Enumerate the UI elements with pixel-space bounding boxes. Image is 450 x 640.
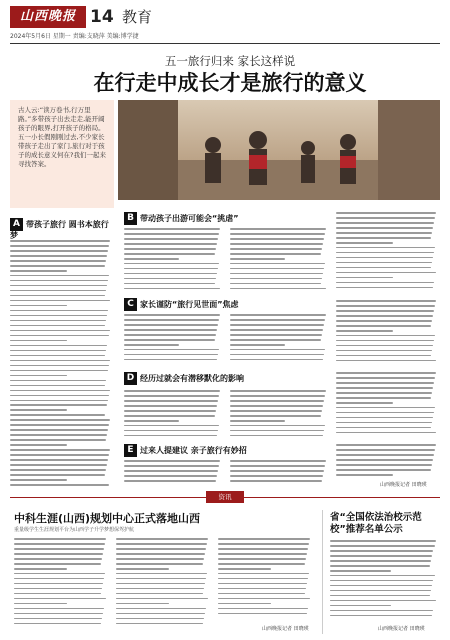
text-line bbox=[230, 460, 326, 462]
text-line bbox=[14, 583, 103, 585]
text-line bbox=[218, 598, 310, 600]
text-line bbox=[124, 228, 220, 230]
text-line bbox=[230, 339, 321, 341]
text-line bbox=[336, 282, 434, 284]
text-line bbox=[218, 543, 309, 545]
text-line bbox=[124, 349, 219, 351]
text-line bbox=[230, 425, 325, 427]
text-line bbox=[330, 615, 432, 617]
text-line bbox=[218, 583, 307, 585]
text-line bbox=[14, 573, 105, 575]
text-line bbox=[10, 355, 105, 357]
section-b-heading bbox=[124, 212, 324, 225]
text-line bbox=[218, 563, 305, 565]
page-number: 14 bbox=[90, 7, 114, 27]
section-c-body-1 bbox=[124, 314, 224, 368]
text-line bbox=[10, 419, 110, 421]
text-line bbox=[124, 425, 219, 427]
text-line bbox=[218, 603, 271, 605]
text-line bbox=[230, 248, 322, 250]
text-line bbox=[124, 288, 220, 290]
text-line bbox=[14, 563, 101, 565]
text-line bbox=[230, 273, 323, 275]
text-line bbox=[336, 392, 432, 394]
text-line bbox=[336, 252, 434, 254]
text-line bbox=[230, 283, 321, 285]
text-line bbox=[116, 558, 204, 560]
text-line bbox=[336, 227, 433, 229]
text-line bbox=[124, 273, 217, 275]
text-line bbox=[14, 588, 102, 590]
text-line bbox=[336, 459, 433, 461]
text-line bbox=[10, 414, 105, 416]
text-line bbox=[116, 593, 203, 595]
text-line bbox=[330, 600, 436, 602]
feature-photo bbox=[118, 100, 440, 200]
text-line bbox=[116, 538, 208, 540]
text-line bbox=[218, 588, 306, 590]
text-line bbox=[330, 545, 435, 547]
text-line bbox=[116, 608, 206, 610]
text-line bbox=[124, 480, 216, 482]
section-b-letter: B bbox=[124, 212, 137, 225]
text-line bbox=[10, 459, 108, 461]
text-line bbox=[10, 305, 67, 307]
text-line bbox=[230, 480, 322, 482]
text-line bbox=[124, 460, 220, 462]
section-c-body-2 bbox=[230, 314, 330, 368]
text-line bbox=[336, 449, 435, 451]
text-line bbox=[14, 608, 104, 610]
text-line bbox=[10, 484, 109, 486]
text-line bbox=[336, 397, 431, 399]
text-line bbox=[10, 434, 107, 436]
text-line bbox=[336, 387, 433, 389]
text-line bbox=[10, 385, 105, 387]
text-line bbox=[124, 420, 179, 422]
text-line bbox=[10, 454, 109, 456]
text-line bbox=[124, 435, 217, 437]
text-line bbox=[336, 325, 431, 327]
text-line bbox=[116, 598, 208, 600]
text-line bbox=[10, 280, 108, 282]
text-line bbox=[218, 553, 307, 555]
text-line bbox=[336, 237, 431, 239]
text-line bbox=[336, 315, 433, 317]
text-line bbox=[230, 465, 325, 467]
section-e-title: 过来人提建议 亲子旅行有妙招 bbox=[140, 446, 247, 455]
text-line bbox=[230, 263, 325, 265]
section-d-body-3 bbox=[336, 372, 440, 440]
text-line bbox=[336, 277, 393, 279]
section-b-body-2 bbox=[230, 228, 330, 296]
text-line bbox=[230, 420, 285, 422]
text-line bbox=[336, 464, 432, 466]
text-line bbox=[218, 558, 306, 560]
text-line bbox=[14, 558, 102, 560]
text-line bbox=[124, 263, 219, 265]
text-line bbox=[10, 449, 110, 451]
text-line bbox=[336, 272, 436, 274]
section-c-body-3 bbox=[336, 300, 440, 368]
text-line bbox=[330, 565, 430, 567]
text-line bbox=[10, 390, 110, 392]
text-line bbox=[230, 268, 324, 270]
text-line bbox=[230, 470, 324, 472]
text-line bbox=[10, 474, 105, 476]
text-line bbox=[336, 335, 435, 337]
text-line bbox=[10, 479, 67, 481]
bottom-left-subheading: 重量级学生生涯规划平台为山西学子升学梦想保驾护航 bbox=[14, 527, 135, 533]
text-line bbox=[230, 405, 323, 407]
section-e-heading bbox=[124, 444, 324, 457]
text-line bbox=[330, 605, 391, 607]
text-line bbox=[10, 250, 108, 252]
bottom-left-body-2 bbox=[116, 538, 212, 630]
section-c-title: 家长谨防“旅行见世面”焦虑 bbox=[140, 300, 239, 309]
text-line bbox=[14, 613, 103, 615]
text-line bbox=[230, 288, 326, 290]
section-d-title: 经历过就会有潜移默化的影响 bbox=[140, 374, 244, 383]
text-line bbox=[116, 563, 203, 565]
text-line bbox=[14, 598, 106, 600]
section-d-heading bbox=[124, 372, 324, 385]
text-line bbox=[116, 618, 204, 620]
text-line bbox=[230, 390, 326, 392]
text-line bbox=[230, 359, 323, 361]
text-line bbox=[230, 228, 326, 230]
text-line bbox=[124, 390, 220, 392]
text-line bbox=[116, 623, 203, 625]
feature-byline: 山西晚报记者 田晓瑛 bbox=[380, 482, 427, 488]
text-line bbox=[124, 395, 219, 397]
text-line bbox=[230, 243, 323, 245]
text-line bbox=[218, 613, 307, 615]
text-line bbox=[116, 583, 205, 585]
text-line bbox=[10, 424, 109, 426]
text-line bbox=[124, 430, 218, 432]
section-d-body-1 bbox=[124, 390, 224, 440]
text-line bbox=[116, 568, 169, 570]
text-line bbox=[336, 372, 436, 374]
text-line bbox=[124, 233, 219, 235]
text-line bbox=[10, 395, 109, 397]
text-line bbox=[230, 415, 321, 417]
text-line bbox=[336, 345, 433, 347]
text-line bbox=[336, 267, 431, 269]
text-line bbox=[218, 568, 271, 570]
text-line bbox=[336, 330, 393, 332]
text-line bbox=[10, 330, 110, 332]
section-d-letter: D bbox=[124, 372, 137, 385]
bottom-right-byline: 山西晚报记者 田晓瑛 bbox=[378, 626, 425, 632]
text-line bbox=[336, 444, 436, 446]
text-line bbox=[10, 370, 108, 372]
text-line bbox=[124, 334, 216, 336]
intro-text: 古人云:“读万卷书,行万里路。”多带孩子出去走走,能开阔孩子的眼界,打开孩子的格局。五一小长假刚刚过去,不少家长带孩子走出了家门,旅行对于孩子的成长意义何在?我们一起来寻找答案。 bbox=[18, 106, 106, 168]
bottom-right-headline: 省“全国依法治校示范校”推荐名单公示 bbox=[330, 512, 422, 535]
text-line bbox=[218, 608, 308, 610]
text-line bbox=[336, 212, 436, 214]
text-line bbox=[330, 570, 391, 572]
text-line bbox=[330, 540, 436, 542]
text-line bbox=[124, 339, 215, 341]
text-line bbox=[10, 255, 107, 257]
text-line bbox=[218, 593, 305, 595]
text-line bbox=[10, 265, 105, 267]
text-line bbox=[14, 553, 103, 555]
text-line bbox=[230, 395, 325, 397]
section-a-title: 带孩子旅行 圆书本旅行梦 bbox=[10, 220, 109, 240]
masthead bbox=[10, 6, 440, 30]
text-line bbox=[116, 553, 205, 555]
text-line bbox=[336, 340, 434, 342]
text-line bbox=[336, 377, 435, 379]
section-d-body-2 bbox=[230, 390, 330, 440]
text-line bbox=[10, 464, 107, 466]
text-line bbox=[330, 560, 431, 562]
text-line bbox=[10, 444, 67, 446]
text-line bbox=[14, 578, 104, 580]
section-b-title: 带动孩子出游可能会“挑虐” bbox=[140, 214, 239, 223]
text-line bbox=[218, 548, 308, 550]
text-line bbox=[124, 253, 215, 255]
text-line bbox=[10, 290, 106, 292]
text-line bbox=[124, 329, 217, 331]
text-line bbox=[124, 283, 215, 285]
intro-box bbox=[10, 100, 114, 208]
text-line bbox=[336, 402, 393, 404]
text-line bbox=[330, 585, 432, 587]
text-line bbox=[336, 242, 393, 244]
text-line bbox=[336, 474, 393, 476]
text-line bbox=[10, 400, 108, 402]
text-line bbox=[330, 580, 433, 582]
text-line bbox=[124, 278, 216, 280]
text-line bbox=[116, 588, 204, 590]
text-line bbox=[230, 238, 324, 240]
bottom-left-body-1 bbox=[14, 538, 110, 630]
feature-headline: 在行走中成长才是旅行的意义 bbox=[93, 71, 367, 95]
text-line bbox=[230, 324, 324, 326]
text-line bbox=[336, 247, 435, 249]
text-line bbox=[124, 354, 218, 356]
section-e-body-1 bbox=[124, 460, 224, 488]
text-line bbox=[230, 344, 285, 346]
text-line bbox=[336, 454, 434, 456]
text-line bbox=[330, 590, 431, 592]
text-line bbox=[330, 550, 433, 552]
text-line bbox=[230, 400, 324, 402]
text-line bbox=[10, 429, 108, 431]
text-line bbox=[10, 270, 67, 272]
text-line bbox=[10, 409, 67, 411]
text-line bbox=[230, 253, 321, 255]
text-line bbox=[124, 475, 217, 477]
text-line bbox=[336, 287, 433, 289]
text-line bbox=[124, 238, 218, 240]
text-line bbox=[336, 407, 435, 409]
text-line bbox=[336, 217, 435, 219]
text-line bbox=[10, 325, 105, 327]
text-line bbox=[10, 360, 110, 362]
text-line bbox=[10, 320, 106, 322]
text-line bbox=[14, 593, 101, 595]
text-line bbox=[10, 245, 109, 247]
text-line bbox=[10, 340, 67, 342]
section-a-heading bbox=[10, 218, 114, 241]
dateline: 2024年5月6日 星期一 责编:支晓萍 美编:博学捷 bbox=[10, 33, 440, 44]
text-line bbox=[10, 285, 107, 287]
text-line bbox=[14, 538, 106, 540]
text-line bbox=[336, 232, 432, 234]
text-line bbox=[336, 305, 435, 307]
text-line bbox=[336, 310, 434, 312]
text-line bbox=[10, 300, 110, 302]
text-line bbox=[14, 548, 104, 550]
text-line bbox=[116, 578, 206, 580]
text-line bbox=[218, 538, 310, 540]
text-line bbox=[218, 573, 309, 575]
text-line bbox=[124, 324, 218, 326]
feature-subtitle: 五一旅行归来 家长这样说 bbox=[164, 54, 296, 68]
text-line bbox=[230, 430, 324, 432]
text-line bbox=[330, 555, 432, 557]
text-line bbox=[10, 295, 105, 297]
bottom-left-headline: 中科生涯(山西)规划中心正式落地山西 bbox=[14, 512, 201, 525]
text-line bbox=[230, 475, 323, 477]
text-line bbox=[14, 543, 105, 545]
text-line bbox=[336, 300, 436, 302]
text-line bbox=[330, 610, 433, 612]
text-line bbox=[124, 415, 215, 417]
text-line bbox=[116, 603, 169, 605]
text-line bbox=[230, 258, 285, 260]
text-line bbox=[10, 380, 106, 382]
text-line bbox=[10, 260, 106, 262]
text-line bbox=[124, 410, 216, 412]
news-kicker: 资讯 bbox=[206, 491, 244, 503]
text-line bbox=[124, 319, 219, 321]
text-line bbox=[10, 365, 109, 367]
text-line bbox=[230, 410, 322, 412]
section-name: 教育 bbox=[122, 8, 153, 26]
column-rule bbox=[322, 510, 323, 634]
text-line bbox=[14, 568, 67, 570]
text-line bbox=[230, 334, 322, 336]
text-line bbox=[124, 258, 179, 260]
bottom-left-body-3 bbox=[218, 538, 314, 622]
text-line bbox=[336, 382, 434, 384]
text-line bbox=[10, 335, 109, 337]
text-line bbox=[14, 603, 67, 605]
text-line bbox=[14, 618, 102, 620]
text-line bbox=[116, 548, 206, 550]
section-a-body bbox=[10, 240, 114, 490]
text-line bbox=[336, 412, 434, 414]
text-line bbox=[116, 543, 207, 545]
text-line bbox=[124, 243, 217, 245]
text-line bbox=[336, 360, 436, 362]
section-c-letter: C bbox=[124, 298, 137, 311]
text-line bbox=[230, 314, 326, 316]
section-c-heading bbox=[124, 298, 324, 311]
text-line bbox=[10, 350, 106, 352]
text-line bbox=[124, 248, 216, 250]
bottom-left-byline: 山西晚报记者 田晓瑛 bbox=[262, 626, 309, 632]
section-b-body-3 bbox=[336, 212, 440, 296]
text-line bbox=[10, 439, 106, 441]
text-line bbox=[230, 435, 323, 437]
text-line bbox=[230, 319, 325, 321]
text-line bbox=[10, 404, 107, 406]
text-line bbox=[230, 233, 325, 235]
text-line bbox=[10, 315, 107, 317]
text-line bbox=[336, 320, 432, 322]
text-line bbox=[336, 422, 432, 424]
newspaper-logo: 山西晚报 bbox=[10, 6, 86, 28]
text-line bbox=[336, 222, 434, 224]
text-line bbox=[330, 595, 430, 597]
text-line bbox=[124, 359, 217, 361]
text-line bbox=[124, 465, 219, 467]
section-a-letter: A bbox=[10, 218, 23, 231]
text-line bbox=[336, 427, 431, 429]
text-line bbox=[336, 432, 436, 434]
text-line bbox=[336, 257, 433, 259]
section-e-letter: E bbox=[124, 444, 137, 457]
text-line bbox=[124, 405, 217, 407]
text-line bbox=[230, 349, 325, 351]
section-e-body-2 bbox=[230, 460, 330, 488]
text-line bbox=[124, 344, 179, 346]
text-line bbox=[124, 314, 220, 316]
text-line bbox=[14, 623, 101, 625]
section-b-body-1 bbox=[124, 228, 224, 296]
text-line bbox=[230, 329, 323, 331]
text-line bbox=[124, 400, 218, 402]
text-line bbox=[336, 469, 431, 471]
text-line bbox=[124, 268, 218, 270]
text-line bbox=[116, 613, 205, 615]
bottom-right-body bbox=[330, 540, 440, 622]
text-line bbox=[10, 275, 109, 277]
text-line bbox=[10, 310, 108, 312]
text-line bbox=[336, 417, 433, 419]
text-line bbox=[230, 278, 322, 280]
text-line bbox=[230, 354, 324, 356]
text-line bbox=[336, 355, 431, 357]
text-line bbox=[116, 573, 207, 575]
text-line bbox=[124, 470, 218, 472]
text-line bbox=[336, 350, 432, 352]
text-line bbox=[330, 575, 435, 577]
text-line bbox=[10, 469, 106, 471]
section-e-body-3 bbox=[336, 444, 440, 480]
text-line bbox=[10, 345, 107, 347]
text-line bbox=[10, 240, 110, 242]
text-line bbox=[336, 262, 432, 264]
text-line bbox=[10, 375, 67, 377]
text-line bbox=[218, 578, 308, 580]
